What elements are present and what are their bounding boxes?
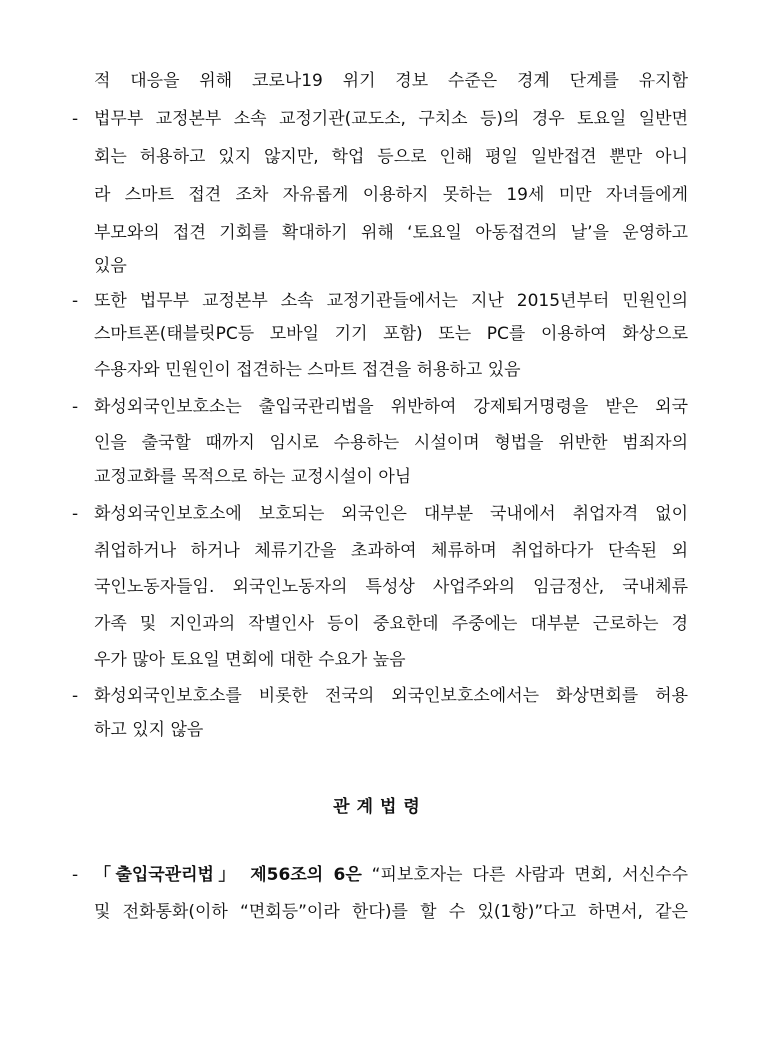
section-heading: 관계법령 xyxy=(333,797,427,817)
law-line: 및 전화통화(이하 “면회등”이라 한다)를 할 수 있(1항)”다고 하면서, 같은 xyxy=(94,902,688,922)
text-line: 화성외국인보호소는 출입국관리법을 위반하여 강제퇴거명령을 받은 외국 xyxy=(94,397,688,417)
list-dash: - xyxy=(72,504,79,524)
list-dash: - xyxy=(72,865,79,885)
text-line: 라 스마트 접견 조차 자유롭게 이용하지 못하는 19세 미만 자녀들에게 xyxy=(94,185,688,205)
list-dash: - xyxy=(72,397,79,417)
law-quote-start: “피보호자는 다른 사람과 면회, 서신수수 xyxy=(361,865,688,885)
text-line: 스마트폰(태블릿PC등 모바일 기기 포함) 또는 PC를 이용하여 화상으로 xyxy=(94,324,688,344)
text-line: 있음 xyxy=(94,256,127,276)
text-line: 회는 허용하고 있지 않지만, 학업 등으로 인해 평일 일반접견 뿐만 아니 xyxy=(94,147,688,167)
text-line: 화성외국인보호소에 보호되는 외국인은 대부분 국내에서 취업자격 없이 xyxy=(94,504,688,524)
text-line: 국인노동자들임. 외국인노동자의 특성상 사업주와의 임금정산, 국내체류 xyxy=(94,577,688,597)
text-line: 수용자와 민원인이 접견하는 스마트 접견을 허용하고 있음 xyxy=(94,360,521,380)
text-line: 우가 많아 토요일 면회에 대한 수요가 높음 xyxy=(94,650,406,670)
text-line: 가족 및 지인과의 작별인사 등이 중요한데 주중에는 대부분 근로하는 경 xyxy=(94,614,688,634)
list-dash: - xyxy=(72,686,79,706)
text-line: 화성외국인보호소를 비롯한 전국의 외국인보호소에서는 화상면회를 허용 xyxy=(94,686,688,706)
list-dash: - xyxy=(72,109,79,129)
law-title: 「출입국관리법」 제56조의 6은 xyxy=(94,865,362,885)
text-line: 취업하거나 하거나 체류기간을 초과하여 체류하며 취업하다가 단속된 외 xyxy=(94,541,688,561)
text-line: 교정교화를 목적으로 하는 교정시설이 아님 xyxy=(94,467,412,487)
list-dash: - xyxy=(72,291,79,311)
text-line: 하고 있지 않음 xyxy=(94,720,204,740)
law-line xyxy=(94,865,688,885)
text-line: 법무부 교정본부 소속 교정기관(교도소, 구치소 등)의 경우 토요일 일반면 xyxy=(94,109,688,129)
text-line: 부모와의 접견 기회를 확대하기 위해 ‘토요일 아동접견의 날’을 운영하고 xyxy=(94,223,688,243)
text-line: 적 대응을 위해 코로나19 위기 경보 수준은 경계 단계를 유지함 xyxy=(94,71,688,91)
text-line: 인을 출국할 때까지 임시로 수용하는 시설이며 형법을 위반한 범죄자의 xyxy=(94,433,688,453)
text-line: 또한 법무부 교정본부 소속 교정기관들에서는 지난 2015년부터 민원인의 xyxy=(94,291,688,311)
